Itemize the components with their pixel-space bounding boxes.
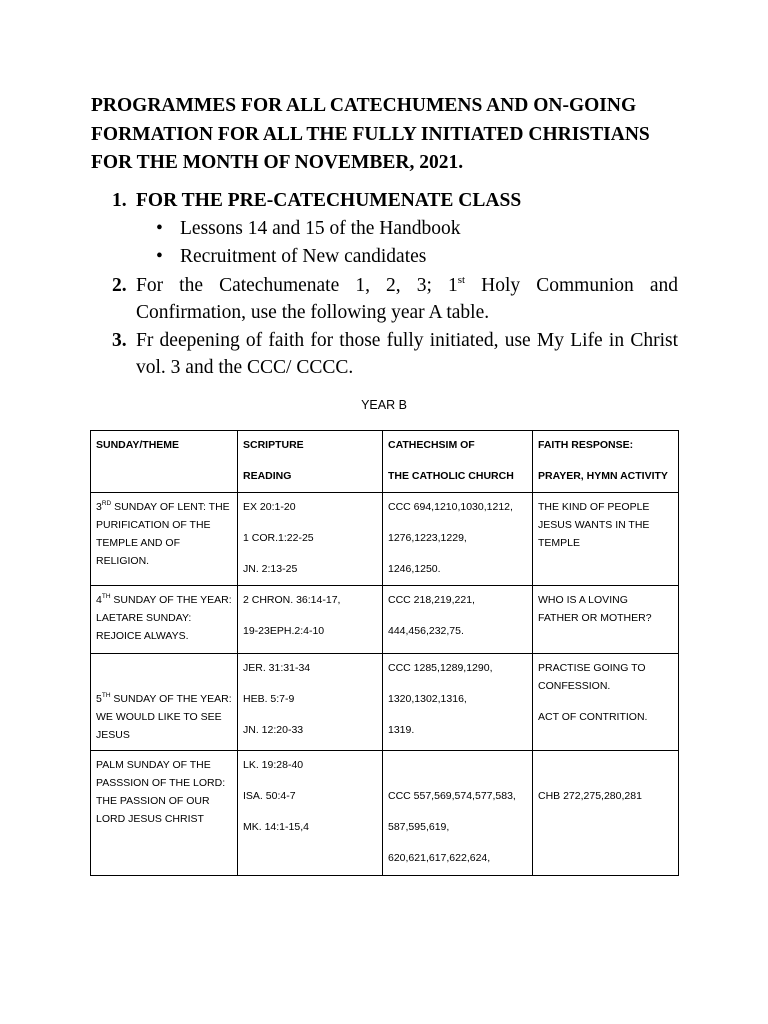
bullet-text: Lessons 14 and 15 of the Handbook	[180, 218, 461, 239]
theme-cell: 5TH SUNDAY OF THE YEAR: WE WOULD LIKE TO SEE JESUS	[91, 654, 238, 751]
column-header-response: FAITH RESPONSE: PRAYER, HYMN ACTIVITY	[533, 431, 679, 493]
column-header-scripture: SCRIPTURE READING	[238, 431, 383, 493]
item-number: 2.	[112, 275, 127, 296]
theme-cell: 4TH SUNDAY OF THE YEAR: LAETARE SUNDAY: REJOICE ALWAYS.	[91, 586, 238, 654]
bullet-text: Recruitment of New candidates	[180, 246, 427, 267]
response-cell: CHB 272,275,280,281	[533, 751, 679, 876]
item-line: Fr deepening of faith for those fully initiated, use My Life in Christ	[136, 330, 678, 351]
scripture-cell: LK. 19:28-40 ISA. 50:4-7 MK. 14:1-15,4	[238, 751, 383, 876]
item-line: vol. 3 and the CCC/ CCCC.	[136, 357, 354, 378]
title-line: PROGRAMMES FOR ALL CATECHUMENS AND ON-GOING	[91, 95, 637, 116]
scripture-cell: 2 CHRON. 36:14-17, 19-23EPH.2:4-10	[238, 586, 383, 654]
item-number: 3.	[112, 330, 127, 351]
item-number: 1.	[112, 190, 127, 211]
response-cell: WHO IS A LOVING FATHER OR MOTHER?	[533, 586, 679, 654]
lectionary-table	[90, 430, 679, 876]
bullet-icon: •	[156, 246, 163, 267]
table-row	[91, 586, 679, 654]
table-row	[91, 654, 679, 751]
item-line: For the Catechumenate 1, 2, 3; 1st Holy Communion and	[136, 273, 678, 296]
table-header-row	[91, 431, 679, 493]
item-text: FOR THE PRE-CATECHUMENATE CLASS	[136, 190, 522, 211]
theme-cell: PALM SUNDAY OF THE PASSSION OF THE LORD: THE PASSION OF OUR LORD JESUS CHRIST	[91, 751, 238, 876]
response-cell: PRACTISE GOING TO CONFESSION. ACT OF CONTRITION.	[533, 654, 679, 751]
catechism-cell: CCC 218,219,221, 444,456,232,75.	[383, 586, 533, 654]
catechism-cell: CCC 1285,1289,1290, 1320,1302,1316, 1319.	[383, 654, 533, 751]
bullet-icon: •	[156, 218, 163, 239]
item-text	[136, 327, 678, 381]
theme-cell: 3RD SUNDAY OF LENT: THE PURIFICATION OF THE TEMPLE AND OF RELIGION.	[91, 493, 238, 586]
column-header-catechism: CATHECHSIM OF THE CATHOLIC CHURCH	[383, 431, 533, 493]
scripture-cell: EX 20:1-20 1 COR.1:22-25 JN. 2:13-25	[238, 493, 383, 586]
item-line: Confirmation, use the following year A table.	[136, 302, 490, 323]
document-title	[91, 92, 691, 178]
item-text	[136, 272, 678, 326]
catechism-cell: CCC 694,1210,1030,1212, 1276,1223,1229, 1246,1250.	[383, 493, 533, 586]
year-label: YEAR B	[361, 398, 407, 412]
scripture-cell: JER. 31:31-34 HEB. 5:7-9 JN. 12:20-33	[238, 654, 383, 751]
title-line: FORMATION FOR ALL THE FULLY INITIATED CHRISTIANS	[91, 123, 650, 145]
response-cell: THE KIND OF PEOPLE JESUS WANTS IN THE TEMPLE	[533, 493, 679, 586]
column-header-theme: SUNDAY/THEME	[91, 431, 238, 493]
title-line: FOR THE MONTH OF NOVEMBER, 2021.	[91, 152, 464, 173]
table-row	[91, 751, 679, 876]
catechism-cell: CCC 557,569,574,577,583, 587,595,619, 620,621,617,622,624,	[383, 751, 533, 876]
table-row	[91, 493, 679, 586]
